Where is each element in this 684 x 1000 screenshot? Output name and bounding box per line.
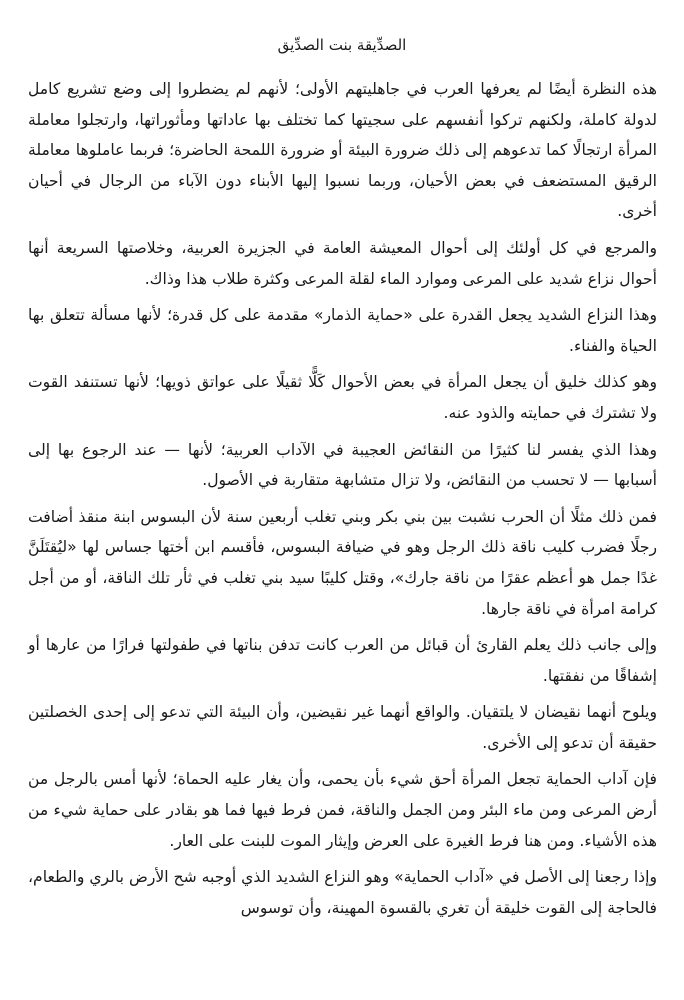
running-header [0, 34, 684, 56]
paragraph-3: وهذا النزاع الشديد يجعل القدرة على «حماية الذمار» مقدمة على كل قدرة؛ لأنها مسألة تتعلق بها الحياة والفناء. [28, 306, 657, 355]
paragraph-2: والمرجع في كل أولئك إلى أحوال المعيشة العامة في الجزيرة العربية، وخلاصتها السريعة أنها أحوال نزاع شديد على المرعى وموارد الماء لقلة المرعى وكثرة طلاب هذا وذاك. [28, 238, 657, 288]
paragraph-6: فمن ذلك مثلًا أن الحرب نشبت بين بني بكر وبني تغلب أربعين سنة لأن البسوس ابنة منقذ أضافت رجلًا فضرب كليب ناقة ذلك الرجل وهو في ضيافة البسوس، فأقسم ابن أختها جساس لها «ليُقتَلَنَّ غدًا جمل هو أعظم عقرًا من ناقة جارك»، وقتل كليبًا سيد بني تغلب في ثأر تلك الناقة، أو من أجل كرامة امرأة في ناقة جارها. [28, 507, 657, 618]
paragraph-1: هذه النظرة أيضًا لم يعرفها العرب في جاهليتهم الأولى؛ لأنهم لم يضطروا إلى وضع تشريع كامل لدولة كاملة، ولكنهم تركوا أنفسهم على سجيتها كما تختلف بها عاداتها ومأثوراتها، وارتجلوا معاملة المرأة ارتجالًا كما تدعوهم إلى ذلك ضرورة البيئة أو ضرورة اللمحة الحاضرة؛ فربما عاملوها معاملة الرقيق المستضعف في بعض الأحيان، وربما نسبوا إليها الأبناء دون الآباء من الرجال في أحيان أخرى. [28, 80, 657, 221]
paragraph-4: وهو كذلك خليق أن يجعل المرأة في بعض الأحوال كَلًّا ثقيلًا على عواتق ذويها؛ لأنها تستنفد القوت ولا تشترك في حمايته والذود عنه. [28, 373, 657, 422]
page-body [28, 74, 657, 929]
paragraph-5: وهذا الذي يفسر لنا كثيرًا من النقائض العجيبة في الآداب العربية؛ لأنها — عند الرجوع بها إلى أسبابها — لا تحسب من النقائض، ولا تزال متشابهة متقاربة في الأصول. [28, 440, 657, 490]
paragraph-7: وإلى جانب ذلك يعلم القارئ أن قبائل من العرب كانت تدفن بناتها في طفولتها فرارًا من عارها أو إشفاقًا من نفقتها. [28, 636, 657, 685]
paragraph-8: ويلوح أنهما نقيضان لا يلتقيان. والواقع أنهما غير نقيضين، وأن البيئة التي تدعو إلى إحدى الخصلتين حقيقة أن تدعو إلى الأخرى. [28, 703, 657, 752]
paragraph-9: فإن آداب الحماية تجعل المرأة أحق شيء بأن يحمى، وأن يغار عليه الحماة؛ لأنها أمس بالرجل من أرض المرعى ومن ماء البئر ومن الجمل والناقة، فمن فرط فيها فما هو بقادر على حماية شيء من هذه الأشياء. ومن هنا فرط الغيرة على العرض وإيثار الموت للبنت على العار. [28, 770, 657, 850]
running-title: الصدِّيقة بنت الصدِّيق [277, 36, 407, 54]
paragraph-10: وإذا رجعنا إلى الأصل في «آداب الحماية» وهو النزاع الشديد الذي أوجبه شح الأرض بالري والطعام، فالحاجة إلى القوت خليقة أن تغري بالقسوة المهينة، وأن توسوس [28, 868, 657, 917]
